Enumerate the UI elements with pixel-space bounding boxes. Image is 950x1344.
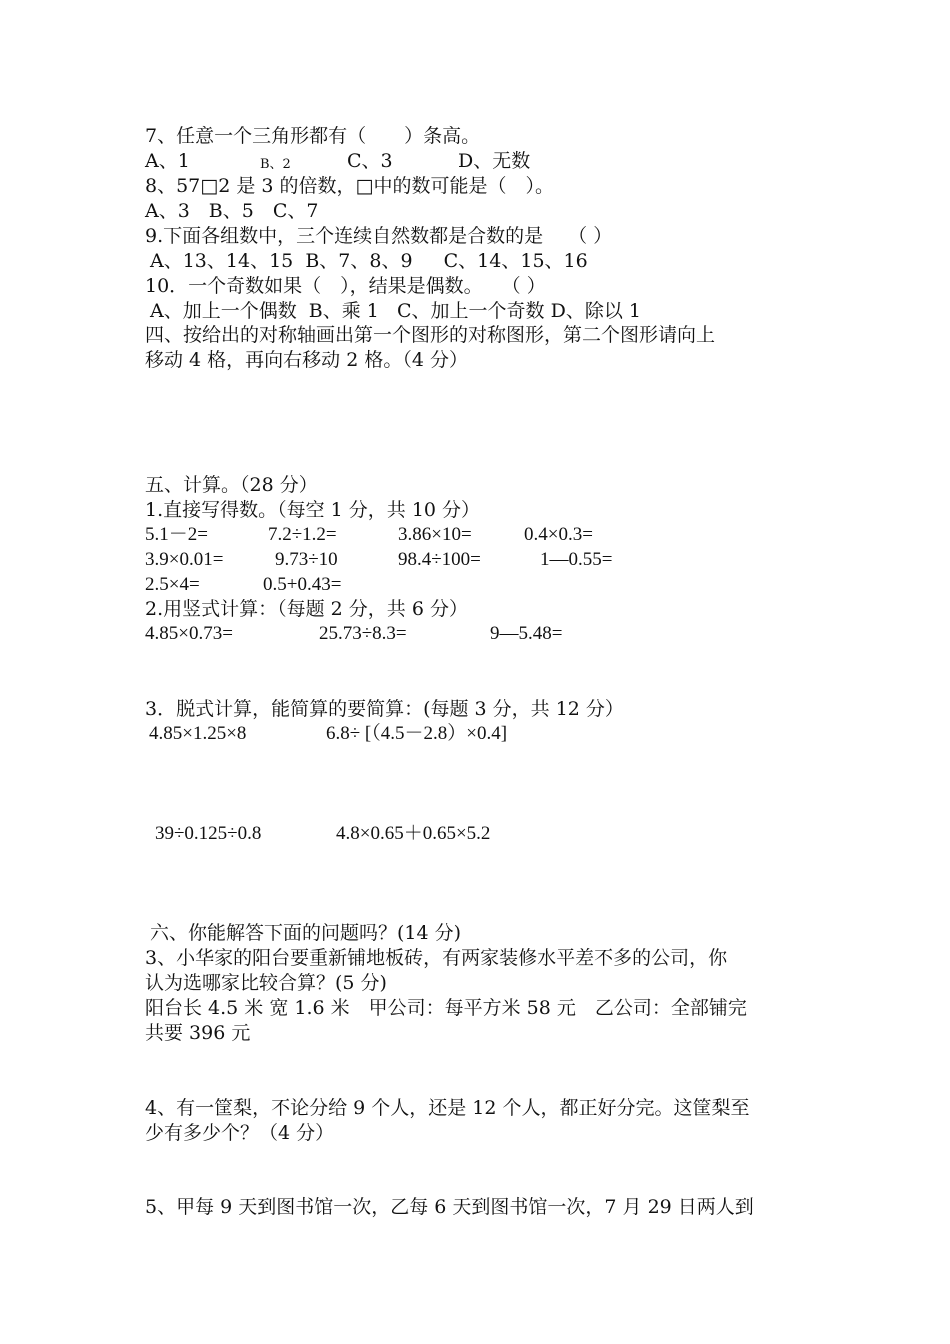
calc-item: 7.2÷1.2=: [268, 524, 337, 545]
sec4-line2: 移动 4 格，再向右移动 2 格。（4 分）: [145, 349, 468, 371]
calc-item: 98.4÷100=: [398, 549, 481, 570]
q7-option-a: A、1: [145, 150, 190, 172]
sec5-p1-title: 1.直接写得数。（每空 1 分，共 10 分）: [145, 499, 481, 521]
q7-option-b: B、2: [260, 157, 291, 172]
q8-options: A、3 B、5 C、7: [145, 200, 319, 222]
q7-question: 7、任意一个三角形都有（ ）条高。: [145, 125, 481, 147]
q9-options: A、13、14、15 B、7、8、9 C、14、15、16: [150, 250, 588, 272]
calc-item: 1—0.55=: [540, 549, 613, 570]
sec6-q4-line1: 4、有一筐梨，不论分给 9 个人，还是 12 个人，都正好分完。这筐梨至: [145, 1097, 750, 1119]
sec6-q3-line4: 共要 396 元: [145, 1022, 251, 1044]
sec4-line1: 四、按给出的对称轴画出第一个图形的对称图形，第二个图形请向上: [145, 324, 716, 346]
sec6-title: 六、你能解答下面的问题吗？(14 分): [150, 922, 462, 944]
sec6-q4-line2: 少有多少个？（4 分）: [145, 1122, 335, 1144]
q7-option-c: C、3: [347, 150, 393, 172]
sec6-q3-line1: 3、小华家的阳台要重新铺地板砖，有两家装修水平差不多的公司，你: [145, 947, 728, 969]
sec5-p3-title: 3．脱式计算，能简算的要简算：(每题 3 分，共 12 分）: [145, 698, 624, 720]
q10-question: 10．一个奇数如果（ ），结果是偶数。 （ ）: [145, 275, 546, 297]
calc-item: 9—5.48=: [490, 623, 563, 644]
q9-question: 9.下面各组数中，三个连续自然数都是合数的是 （ ）: [145, 225, 613, 247]
calc-item: 3.86×10=: [398, 524, 472, 545]
sec6-q5-line1: 5、甲每 9 天到图书馆一次，乙每 6 天到图书馆一次，7 月 29 日两人到: [145, 1196, 754, 1218]
sec5-title: 五、计算。（28 分）: [145, 474, 318, 496]
calc-item: 0.4×0.3=: [524, 524, 593, 545]
sec5-p2-title: 2.用竖式计算：（每题 2 分，共 6 分）: [145, 598, 468, 620]
calc-item: 25.73÷8.3=: [319, 623, 407, 644]
calc-item: 4.85×0.73=: [145, 623, 233, 644]
q7-option-d: D、无数: [458, 150, 531, 172]
q8-question: 8、57□2 是 3 的倍数，□中的数可能是（ ）。: [145, 175, 554, 197]
calc-item: 2.5×4=: [145, 574, 200, 595]
calc-item: 3.9×0.01=: [145, 549, 224, 570]
calc-item: 9.73÷10: [275, 549, 338, 570]
sec6-q3-line3: 阳台长 4.5 米 宽 1.6 米 甲公司：每平方米 58 元 乙公司：全部铺完: [145, 997, 747, 1019]
calc-item: 6.8÷ [（4.5－2.8）×0.4]: [326, 723, 508, 744]
calc-item: 39÷0.125÷0.8: [155, 823, 262, 844]
calc-item: 0.5+0.43=: [263, 574, 342, 595]
calc-item: 5.1－2=: [145, 524, 208, 545]
sec6-q3-line2: 认为选哪家比较合算？(5 分): [145, 972, 387, 994]
calc-item: 4.85×1.25×8: [149, 723, 247, 744]
calc-item: 4.8×0.65＋0.65×5.2: [336, 823, 491, 844]
q10-options: A、加上一个偶数 B、乘 1 C、加上一个奇数 D、除以 1: [150, 300, 641, 322]
